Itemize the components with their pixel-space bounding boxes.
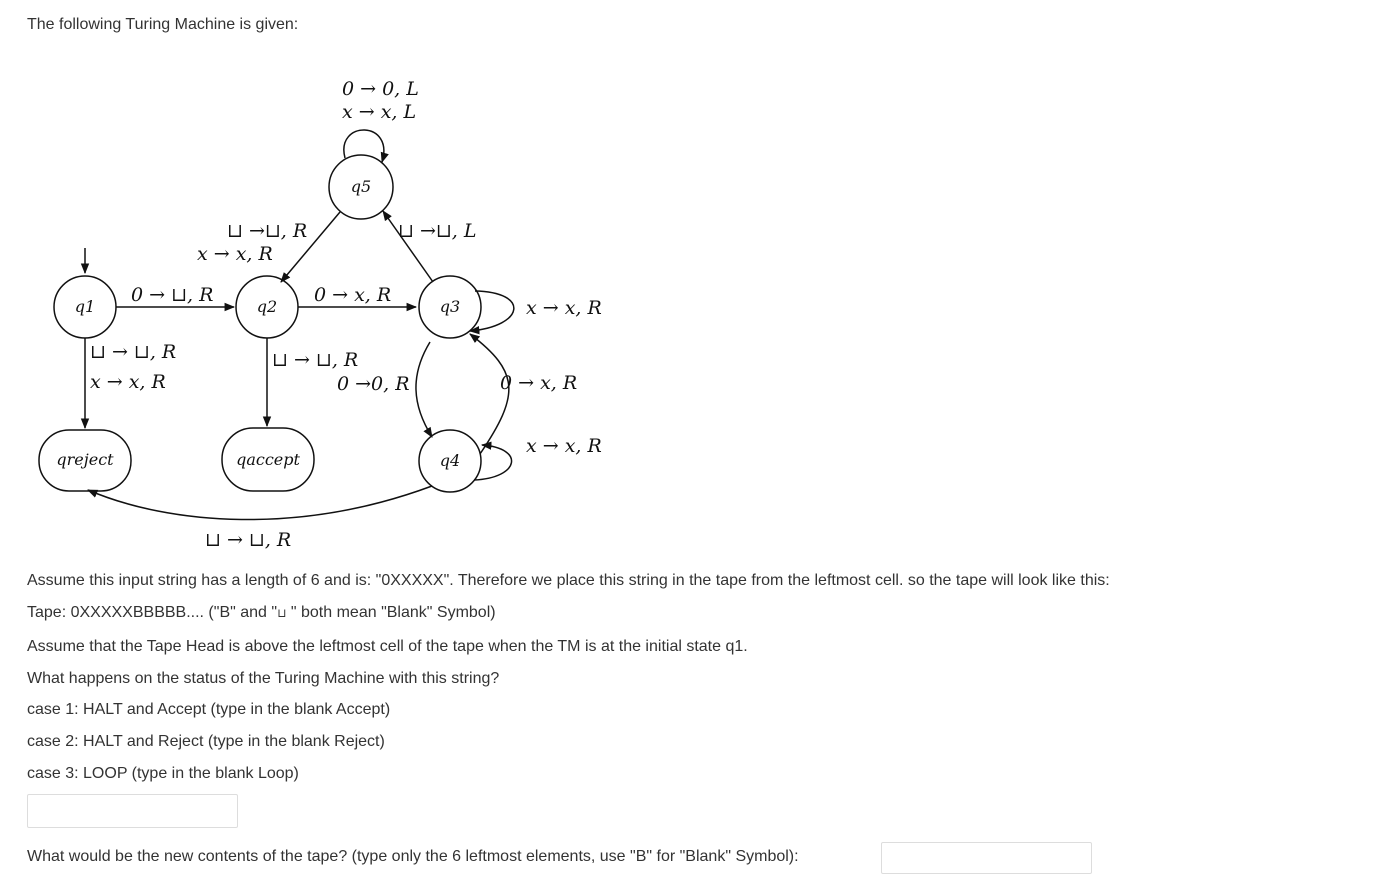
- q3-q4-label: 0 → x, R: [500, 372, 578, 394]
- state-q1-label: q1: [74, 297, 96, 316]
- tape-answer-input[interactable]: [881, 842, 1092, 874]
- q2-q5-label-2: x → x, R: [197, 243, 273, 265]
- state-q5-label: q5: [350, 177, 372, 196]
- edge-q4-q3: [470, 334, 509, 454]
- blank-note: " both mean "Blank" Symbol): [286, 604, 496, 621]
- q3-loop-label: x → x, R: [526, 297, 602, 319]
- q1-reject-label-1: ⊔ → ⊔, R: [90, 341, 177, 363]
- question-line-2: [27, 603, 496, 623]
- state-qreject-label: qreject: [56, 450, 114, 469]
- tape-text: Tape: 0XXXXXBBBBB.... ("B" and ": [27, 604, 278, 621]
- case-1-text: case 1: HALT and Accept (type in the blank Accept): [27, 701, 391, 718]
- case-3-text: case 3: LOOP (type in the blank Loop): [27, 765, 299, 782]
- q2-accept-label-2: 0 →0, R: [337, 373, 410, 395]
- question-line-3: Assume that the Tape Head is above the leftmost cell of the tape when the TM is at the initial state q1.: [27, 638, 748, 655]
- q2-accept-label-1: ⊔ → ⊔, R: [272, 349, 359, 371]
- question-line-5: What would be the new contents of the tape? (type only the 6 leftmost elements, use "B" for "Blank" Symbol):: [27, 848, 799, 865]
- question-line-4: What happens on the status of the Turing Machine with this string?: [27, 670, 500, 687]
- q1-q2-label: 0 → ⊔, R: [131, 284, 214, 306]
- state-q4-label: q4: [439, 451, 461, 470]
- q1-reject-label-2: x → x, R: [90, 371, 166, 393]
- intro-text: The following Turing Machine is given:: [27, 16, 299, 33]
- case-2-text: case 2: HALT and Reject (type in the blank Reject): [27, 733, 385, 750]
- state-qaccept-label: qaccept: [236, 450, 300, 469]
- q5-loop-label-1: 0 → 0, L: [342, 78, 419, 100]
- blank-symbol: ⊔: [277, 606, 287, 620]
- q2-q5-label-1: ⊔ →⊔, R: [227, 220, 308, 242]
- question-line-1: Assume this input string has a length of 6 and is: "0XXXXX". Therefore we place this string in the tape from the leftmost cell. so the tape will look like this:: [27, 572, 1110, 589]
- state-q3-label: q3: [439, 297, 461, 316]
- state-q2-label: q2: [256, 297, 278, 316]
- q4-loop-label: x → x, R: [526, 435, 602, 457]
- q3-q5-label: ⊔ →⊔, L: [398, 220, 477, 242]
- q2-q3-label: 0 → x, R: [314, 284, 392, 306]
- status-answer-input[interactable]: [27, 794, 238, 828]
- q5-loop-label-2: x → x, L: [342, 101, 417, 123]
- q4-reject-label: ⊔ → ⊔, R: [205, 529, 292, 551]
- edge-q3-q4: [416, 342, 432, 437]
